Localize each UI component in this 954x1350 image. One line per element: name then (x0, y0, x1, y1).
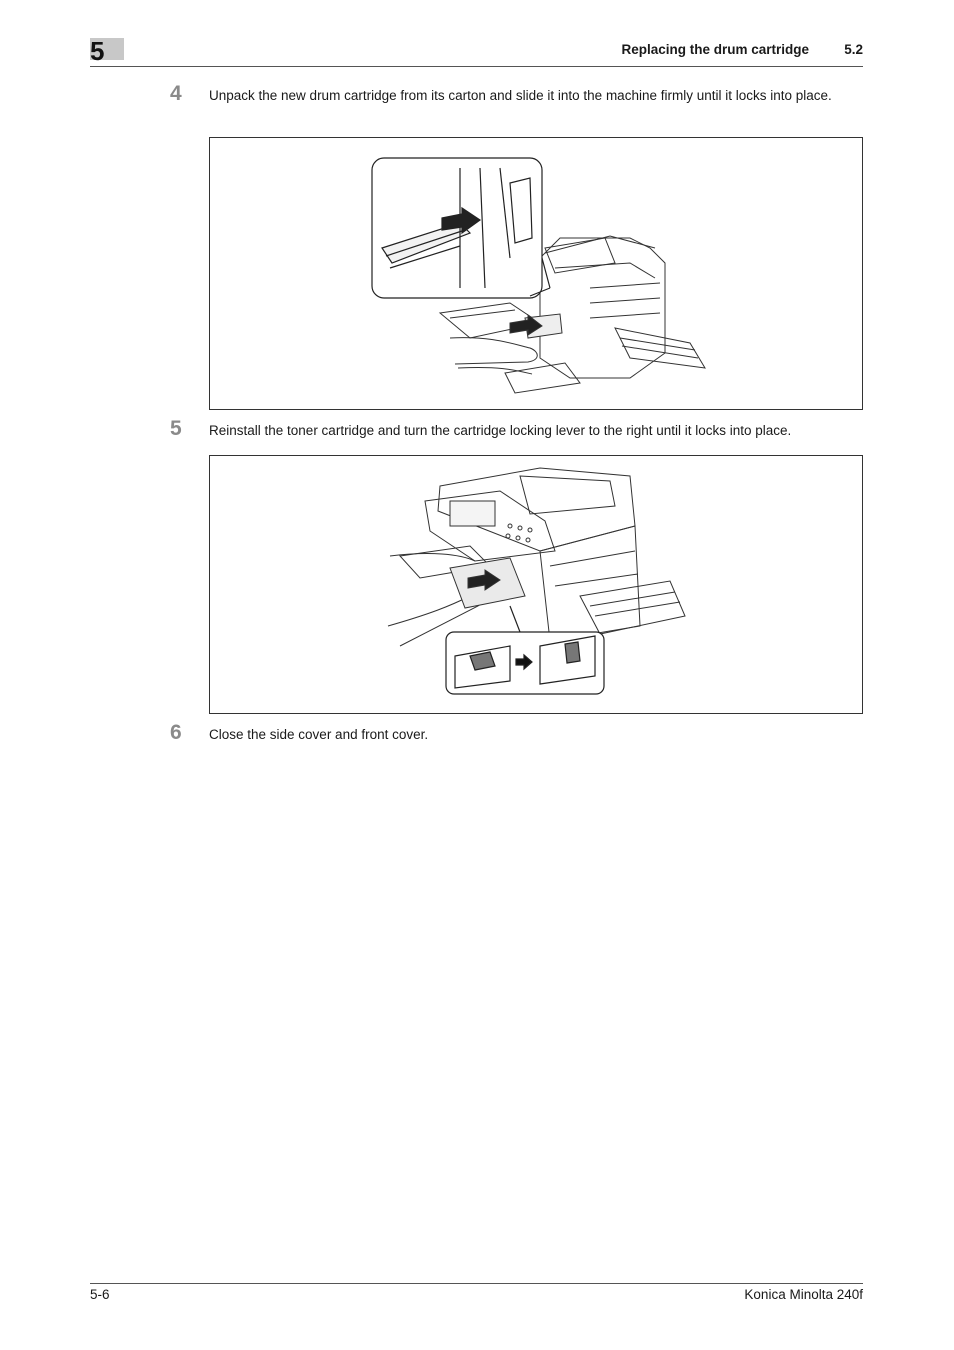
header-divider (90, 66, 863, 67)
lever-detail-inset (446, 606, 604, 694)
footer-page-number: 5-6 (90, 1287, 110, 1302)
figure-reinstall-toner-cartridge (209, 455, 863, 714)
footer-product-name: Konica Minolta 240f (744, 1287, 863, 1302)
step-4-number: 4 (170, 82, 182, 105)
header-title: Replacing the drum cartridge (621, 42, 809, 57)
step-4-text: Unpack the new drum cartridge from its carton and slide it into the machine firmly until it locks into place. (209, 88, 832, 103)
figure-install-drum-cartridge (209, 137, 863, 410)
step-5-number: 5 (170, 417, 182, 440)
step-5-text: Reinstall the toner cartridge and turn the cartridge locking lever to the right until it locks into place. (209, 423, 792, 438)
step-6-text: Close the side cover and front cover. (209, 727, 429, 742)
toner-cartridge-illustration (210, 456, 862, 713)
step-6-number: 6 (170, 721, 182, 744)
footer-divider (90, 1283, 863, 1284)
drum-cartridge-illustration (210, 138, 862, 409)
header-section-number: 5.2 (844, 42, 863, 57)
chapter-number: 5 (90, 36, 105, 66)
detail-inset (372, 158, 550, 298)
